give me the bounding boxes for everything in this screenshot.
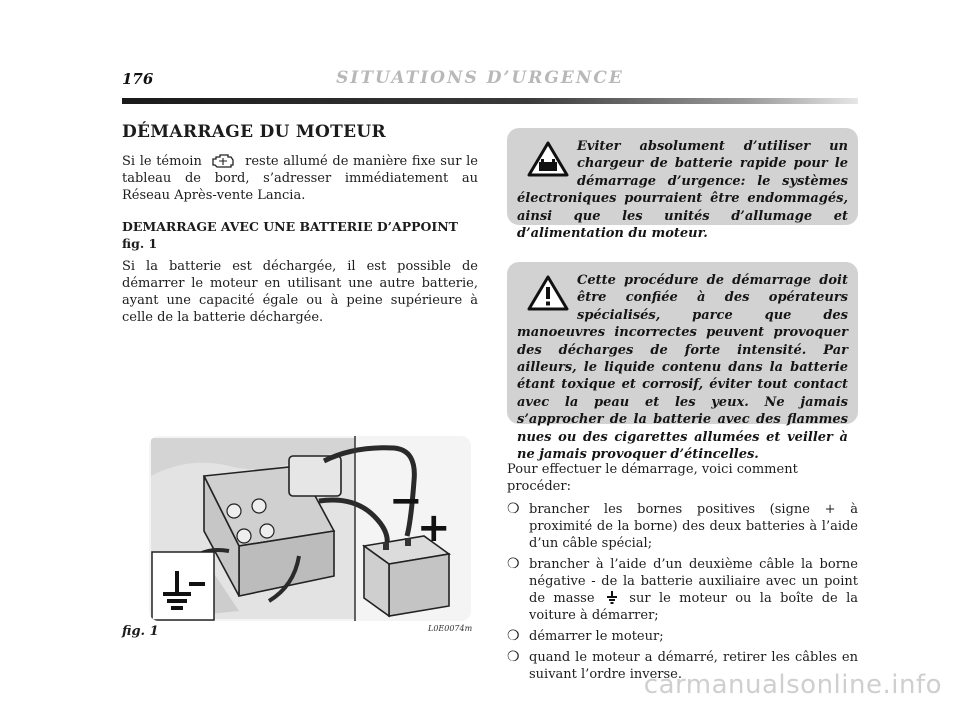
running-header: SITUATIONS D’URGENCE (336, 68, 624, 88)
step-text-before: brancher à l’aide d’un deuxième câble la borne négative - de la batterie auxiliaire avec un point de masse (529, 557, 858, 606)
positive-sign: + (417, 505, 451, 551)
intro-text-before: Si le témoin (122, 154, 202, 169)
ground-symbol-icon (605, 590, 619, 604)
step-text: démarrer le moteur; (529, 629, 664, 644)
sub-heading: DEMARRAGE AVEC UNE BATTERIE D’APPOINT fig. 1 (122, 219, 458, 251)
warning-box-procedure (507, 262, 858, 463)
list-item (507, 556, 858, 624)
watermark: carmanualsonline.info (643, 670, 942, 700)
intro-paragraph (122, 152, 478, 204)
bullet-circle-icon: ❍ (507, 501, 520, 517)
jump-start-illustration (149, 436, 471, 621)
procedure-steps (507, 501, 858, 683)
page-number: 176 (122, 70, 154, 88)
warning-text-procedure: Cette procédure de démarrage doit être confiée à des opérateurs spécialisés, parce que des manoeuvres incorrectes peuvent provoquer des décharges de forte intensité. Par ailleurs, le liquide contenu dans la batterie étant toxique et corrosif, éviter tout contact avec la peau et les yeux. Ne jamais s’approcher de la batterie avec des flammes nues ou des cigarettes allumées et veiller à ne jamais provoquer d’étincelles. (517, 273, 848, 463)
battery-warning-icon (527, 140, 569, 178)
left-column (122, 122, 478, 336)
engine-warning-icon (210, 152, 236, 170)
bullet-circle-icon: ❍ (507, 649, 520, 665)
procedure-column (507, 461, 858, 687)
list-item (507, 628, 858, 645)
jump-start-figure (149, 436, 471, 621)
bullet-circle-icon: ❍ (507, 628, 520, 644)
bullet-circle-icon: ❍ (507, 556, 520, 572)
figure-code: L0E0074m (428, 624, 473, 633)
ground-inset (152, 552, 214, 620)
intro-text-after: reste allumé de manière fixe sur le tableau de bord, s’adresser immédiatement au Réseau Après-vente Lancia. (122, 154, 478, 203)
warning-box-charger (507, 128, 858, 242)
section-title: DÉMARRAGE DU MOTEUR (122, 122, 386, 142)
step-text: brancher les bornes positives (signe + à proximité de la borne) des deux batteries à l’aide d’un câble spécial; (529, 502, 858, 551)
procedure-intro: Pour effectuer le démarrage, voici comment procéder: (507, 462, 798, 494)
figure-caption: fig. 1 (122, 624, 159, 639)
battery-paragraph: Si la batterie est déchargée, il est possible de démarrer le moteur en utilisant une autre batterie, ayant une capacité égale ou à peine supérieure à celle de la batterie déchargée. (122, 259, 478, 325)
list-item (507, 501, 858, 552)
warning-text-charger: Eviter absolument d’utiliser un chargeur de batterie rapide pour le démarrage d’urgence: le systèmes électroniques pourraient être endommagés, ainsi que les unités d’allumage et d’alimentation du moteur. (517, 139, 848, 242)
danger-warning-icon (527, 274, 569, 312)
step-text: quand le moteur a démarré, retirer les câbles en suivant l’ordre inverse. (529, 650, 858, 682)
step-text-after: sur le moteur ou la boîte de la voiture à démarrer; (529, 591, 858, 623)
header-rule (122, 98, 858, 104)
negative-sign: − (389, 478, 423, 524)
